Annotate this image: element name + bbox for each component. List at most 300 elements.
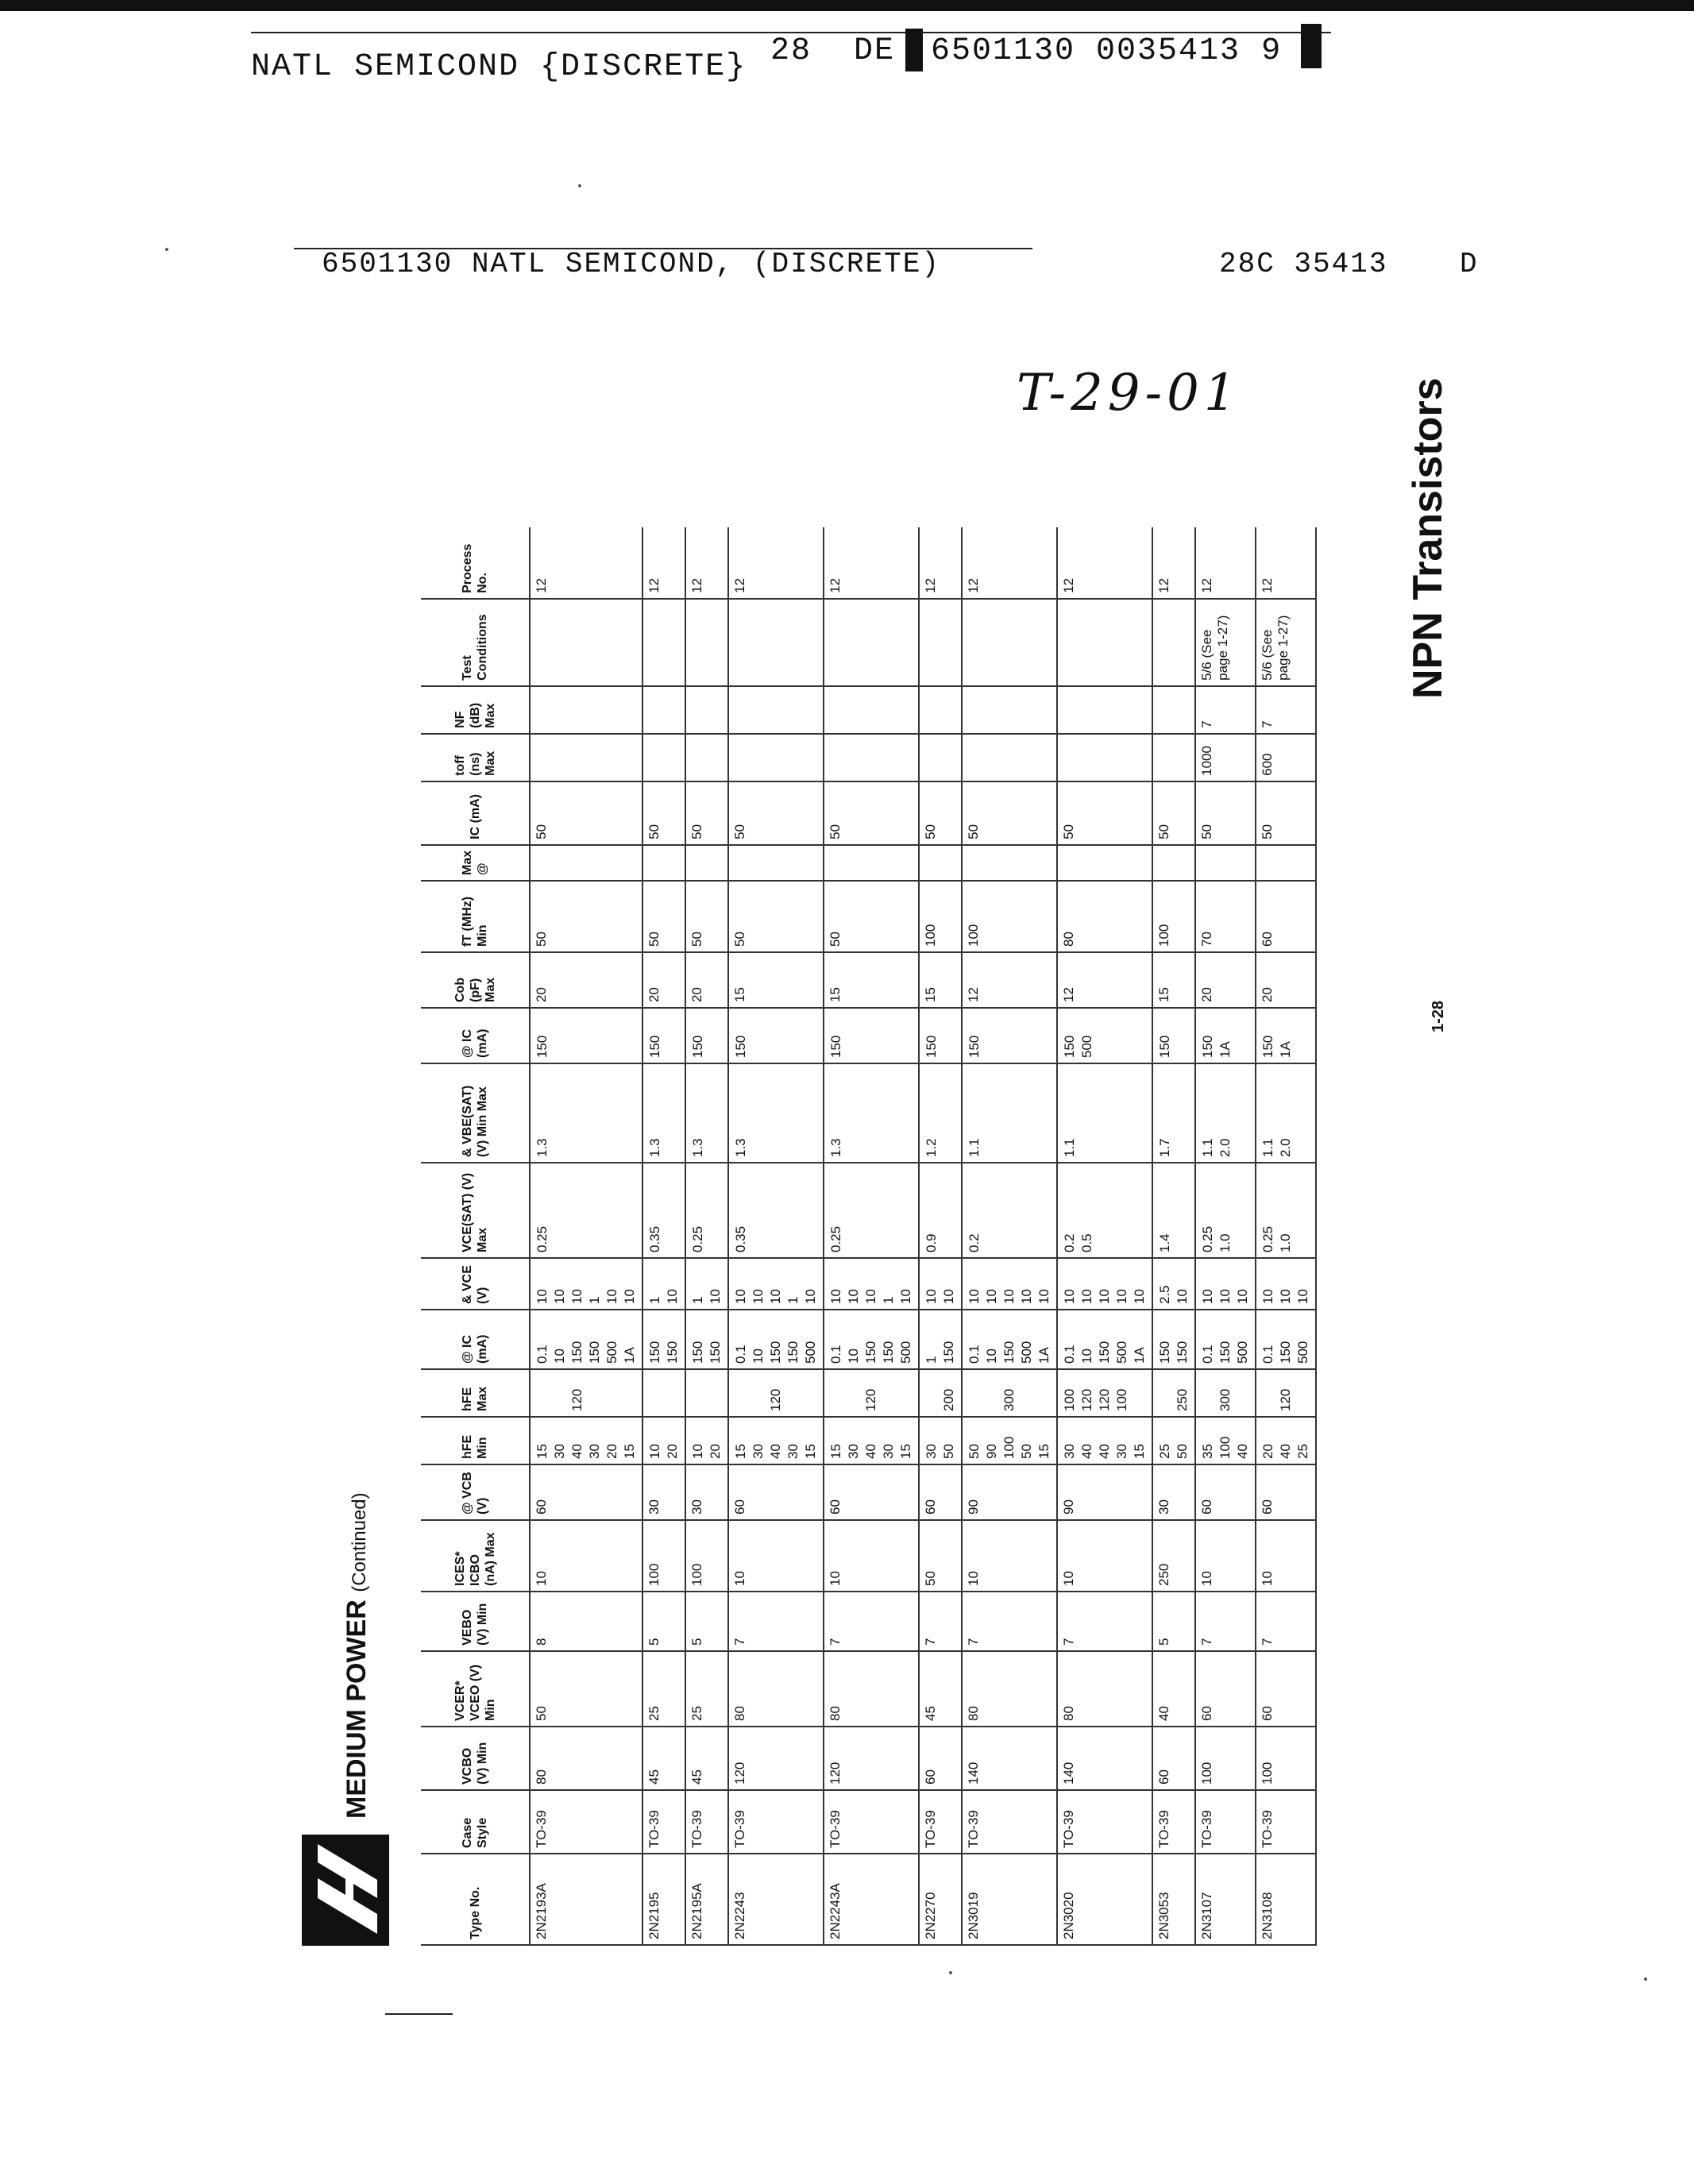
cell-test	[642, 599, 685, 686]
cell-line: 10	[1132, 1289, 1147, 1304]
cell-line: 30	[846, 1444, 861, 1459]
datasheet-rotated	[294, 270, 1485, 1970]
cell-line: 10	[751, 1349, 766, 1364]
cell-line: 10	[803, 1289, 818, 1304]
cell-line: 90	[984, 1444, 999, 1459]
cell-vceo: 45	[919, 1651, 962, 1727]
cell-icbo: 10	[530, 1520, 642, 1592]
cell-line: 10	[751, 1289, 766, 1304]
cell-line: 10	[846, 1289, 861, 1304]
cell-nf: 7	[1195, 686, 1256, 734]
cell-line	[646, 1375, 664, 1411]
cell-line	[534, 1375, 551, 1411]
cell-vbesat	[1057, 1063, 1152, 1163]
cell-icbo: 250	[1152, 1520, 1195, 1592]
cell-line: 150	[924, 1035, 939, 1058]
cell-ic-sat	[962, 1008, 1057, 1063]
cell-toff: 1000	[1195, 734, 1256, 781]
scan-stray-line	[385, 2013, 453, 2015]
cell-vbesat	[530, 1063, 642, 1163]
cell-line: 500	[803, 1341, 818, 1364]
column-header: Cob (pF) Max	[421, 952, 530, 1008]
cell-hfe-max	[530, 1369, 642, 1417]
cell-toff	[919, 734, 962, 781]
cell-line: 1A	[1132, 1347, 1147, 1364]
cell-test	[1152, 599, 1195, 686]
cell-line: 10	[768, 1289, 783, 1304]
cell-line: 10	[665, 1289, 680, 1304]
cell-line: 10	[1079, 1349, 1094, 1364]
cell--_blank	[530, 845, 642, 881]
cell-type: 2N3020	[1057, 1854, 1152, 1945]
cell-line	[750, 1375, 767, 1411]
cell-line: 120	[768, 1388, 783, 1411]
cell-vbesat	[962, 1063, 1057, 1163]
table-row	[1057, 527, 1152, 1945]
cell-line: 40	[863, 1444, 878, 1459]
cell-line	[1199, 1375, 1217, 1411]
cell-line: 1A	[1278, 1041, 1293, 1058]
cell-hfe-max	[642, 1369, 685, 1417]
cell--_blank	[824, 845, 919, 881]
cell-line: 0.1	[967, 1345, 982, 1364]
national-semiconductor-logo-icon	[302, 1835, 389, 1946]
cell-vcesat	[1152, 1163, 1195, 1258]
cell-ic	[1195, 1310, 1256, 1369]
cell-process: 12	[1256, 527, 1316, 599]
cell-vcesat	[728, 1163, 824, 1258]
cell-line: 150	[1157, 1035, 1172, 1058]
cell-line: 10	[1217, 1289, 1233, 1304]
cell-line: 0.25	[1260, 1225, 1275, 1252]
cell-line	[707, 1375, 724, 1411]
cell-line: 40	[1278, 1444, 1293, 1459]
cell-ic-sat	[530, 1008, 642, 1063]
cell-hfe-max	[1152, 1369, 1195, 1417]
cell--_blank	[685, 845, 728, 881]
cell-line: 30	[785, 1444, 801, 1459]
cell-line: 150	[1278, 1341, 1293, 1364]
cell-line: 150	[1175, 1341, 1190, 1364]
cell-line: 0.1	[1260, 1345, 1275, 1364]
page-title: NPN Transistors	[1405, 377, 1451, 699]
cell-hfe-min	[919, 1417, 962, 1464]
cell-line: 40	[1079, 1444, 1094, 1459]
cell-line	[621, 1375, 639, 1411]
column-header: NF (dB) Max	[421, 686, 530, 734]
cell-case: TO-39	[919, 1790, 962, 1854]
stamp-block-mark-right	[1301, 24, 1322, 68]
scan-speck	[165, 248, 168, 251]
column-header: @ IC (mA)	[421, 1310, 530, 1369]
cell-hfe-min	[530, 1417, 642, 1464]
cell-ft-min: 70	[1195, 881, 1256, 952]
cell-process: 12	[728, 527, 824, 599]
cell-vceo: 80	[824, 1651, 919, 1727]
cell-vbesat	[1152, 1063, 1195, 1163]
cell-line: 150	[768, 1341, 783, 1364]
cell-ic	[642, 1310, 685, 1369]
cell-vebo: 7	[728, 1592, 824, 1651]
cell-cob: 15	[824, 952, 919, 1008]
cell-line: 1.3	[828, 1138, 843, 1157]
cell-line	[845, 1375, 862, 1411]
cell-hfe-min	[1152, 1417, 1195, 1464]
cell-line: 10	[1079, 1289, 1094, 1304]
cell-line	[732, 1375, 750, 1411]
cell-line: 1	[924, 1356, 939, 1364]
cell-line: 500	[1114, 1341, 1129, 1364]
stamp-block-mark	[905, 29, 923, 71]
column-header: @ IC (mA)	[421, 1008, 530, 1063]
cell-vcbo: 140	[962, 1727, 1057, 1790]
cell-ic	[919, 1310, 962, 1369]
cell-vcesat	[1057, 1163, 1152, 1258]
cell-line: 1.3	[733, 1138, 748, 1157]
cell-line: 10	[1062, 1289, 1077, 1304]
cell-icbo: 10	[1057, 1520, 1152, 1592]
page-number: 1-28	[1430, 1000, 1447, 1032]
cell-line	[1295, 1375, 1312, 1411]
cell-test	[1057, 599, 1152, 686]
cell-toff	[685, 734, 728, 781]
cell-line: 300	[1217, 1388, 1233, 1411]
cell-line	[1036, 1375, 1053, 1411]
cell-line: 10	[1295, 1289, 1310, 1304]
header-stamp-code1: 28	[770, 33, 812, 69]
cell--_blank	[1195, 845, 1256, 881]
subheader-left: 6501130 NATL SEMICOND, (DISCRETE)	[322, 248, 940, 280]
cell-line: 1	[690, 1296, 705, 1304]
cell-vcbo: 140	[1057, 1727, 1152, 1790]
cell-line: 150	[863, 1341, 878, 1364]
cell-line: 100	[1062, 1388, 1077, 1411]
cell-line: 40	[768, 1444, 783, 1459]
cell-vcbo: 120	[824, 1727, 919, 1790]
cell-line: 0.5	[1079, 1233, 1094, 1252]
cell-vce	[530, 1258, 642, 1310]
cell-line: 150	[1200, 1035, 1215, 1058]
cell-case: TO-39	[1152, 1790, 1195, 1854]
cell-line: 30	[1062, 1444, 1077, 1459]
cell-line: 150	[967, 1035, 982, 1058]
cell-vcesat	[1195, 1163, 1256, 1258]
cell-line: 10	[604, 1289, 619, 1304]
cell-cob: 20	[685, 952, 728, 1008]
cell-line: 1	[647, 1296, 662, 1304]
cell-line: 15	[622, 1444, 637, 1459]
column-header: VCE(SAT) (V) Max	[421, 1163, 530, 1258]
subheader-right-code: 28C 35413	[1219, 248, 1388, 280]
cell-line: 50	[1019, 1444, 1034, 1459]
cell-line: 10	[1114, 1289, 1129, 1304]
cell-ft-min: 50	[530, 881, 642, 952]
cell-line: 1.2	[924, 1138, 939, 1157]
cell-line: 10	[1019, 1289, 1034, 1304]
cell-vceo: 25	[685, 1651, 728, 1727]
cell-nf	[1057, 686, 1152, 734]
cell-line: 150	[733, 1035, 748, 1058]
cell-vcbo: 80	[530, 1727, 642, 1790]
header-stamp-code2: DE	[854, 33, 896, 69]
cell-line: 10	[1260, 1289, 1275, 1304]
cell-line: 1	[785, 1296, 801, 1304]
cell-line: 150	[941, 1341, 956, 1364]
cell-line: 20	[665, 1444, 680, 1459]
cell-cob: 15	[919, 952, 962, 1008]
cell-vceo: 80	[1057, 1651, 1152, 1727]
cell-vce	[642, 1258, 685, 1310]
cell-nf	[530, 686, 642, 734]
cell-line: 1	[587, 1296, 602, 1304]
cell-line: 10	[552, 1289, 567, 1304]
cell-line: 0.1	[1200, 1345, 1215, 1364]
cell-ft-min: 100	[962, 881, 1057, 952]
cell-line: 150	[647, 1341, 662, 1364]
cell-vce	[1152, 1258, 1195, 1310]
cell-hfe-min	[728, 1417, 824, 1464]
cell-case: TO-39	[824, 1790, 919, 1854]
cell-vcb: 60	[1195, 1464, 1256, 1520]
cell-test	[824, 599, 919, 686]
cell-line: 15	[828, 1444, 843, 1459]
cell-nf	[728, 686, 824, 734]
cell-vbesat	[642, 1063, 685, 1163]
cell-nf	[962, 686, 1057, 734]
cell-line	[983, 1375, 1001, 1411]
transistor-specs-table	[421, 527, 1317, 1946]
cell-icbo: 10	[962, 1520, 1057, 1592]
cell-vcb: 60	[824, 1464, 919, 1520]
cell-line: 15	[733, 1444, 748, 1459]
cell-cob: 12	[1057, 952, 1152, 1008]
scan-speck	[578, 184, 581, 187]
cell-line: 150	[665, 1341, 680, 1364]
column-header: IC (mA)	[421, 781, 530, 845]
cell-cob: 15	[728, 952, 824, 1008]
cell-toff	[642, 734, 685, 781]
cell-line: 500	[1295, 1341, 1310, 1364]
cell-ic	[530, 1310, 642, 1369]
cell-vcesat	[530, 1163, 642, 1258]
cell-hfe-min	[1256, 1417, 1316, 1464]
cell-line: 500	[1019, 1341, 1034, 1364]
column-header: & VCE (V)	[421, 1258, 530, 1310]
cell-line: 150	[1001, 1341, 1017, 1364]
cell-type: 2N2195A	[685, 1854, 728, 1945]
cell-line: 15	[803, 1444, 818, 1459]
cell-line: 250	[1175, 1388, 1190, 1411]
cell-ic-sat	[642, 1008, 685, 1063]
cell-hfe-min	[962, 1417, 1057, 1464]
cell-nf	[642, 686, 685, 734]
cell-process: 12	[1057, 527, 1152, 599]
cell-line: 150	[690, 1341, 705, 1364]
cell-vebo: 5	[642, 1592, 685, 1651]
column-header: Type No.	[421, 1854, 530, 1945]
cell--_blank	[728, 845, 824, 881]
cell-test	[919, 599, 962, 686]
cell-vcesat	[962, 1163, 1057, 1258]
cell-line: 10	[828, 1289, 843, 1304]
cell-vce	[824, 1258, 919, 1310]
column-header: & VBE(SAT) (V) Min Max	[421, 1063, 530, 1163]
cell-line: 40	[1097, 1444, 1112, 1459]
cell-line: 10	[924, 1289, 939, 1304]
cell-line: 2.0	[1278, 1138, 1293, 1157]
scan-top-edge	[0, 0, 1694, 11]
cell--_blank	[642, 845, 685, 881]
cell-hfe-min	[1057, 1417, 1152, 1464]
table-row	[824, 527, 919, 1945]
cell-process: 12	[530, 527, 642, 599]
cell-line: 0.25	[690, 1225, 705, 1252]
cell-line: 150	[1062, 1035, 1077, 1058]
cell-nf	[824, 686, 919, 734]
column-header: hFE Max	[421, 1369, 530, 1417]
cell-ic	[685, 1310, 728, 1369]
cell-line: 0.35	[733, 1225, 748, 1252]
cell-cob: 12	[962, 952, 1057, 1008]
cell-line: 1.3	[690, 1138, 705, 1157]
cell-vebo: 7	[1057, 1592, 1152, 1651]
cell-line: 10	[534, 1289, 550, 1304]
cell-line: 15	[1036, 1444, 1052, 1459]
cell-process: 12	[1195, 527, 1256, 599]
cell-ft-min: 50	[728, 881, 824, 952]
cell-toff	[962, 734, 1057, 781]
cell-ic-ft: 50	[1195, 781, 1256, 845]
cell-ic-sat	[685, 1008, 728, 1063]
cell-icbo: 10	[1256, 1520, 1316, 1592]
cell-line: 30	[881, 1444, 896, 1459]
cell-vcb: 90	[962, 1464, 1057, 1520]
cell-line: 0.2	[967, 1233, 982, 1252]
cell--_blank	[1057, 845, 1152, 881]
cell-test	[685, 599, 728, 686]
cell-line: 10	[967, 1289, 982, 1304]
cell-vebo: 7	[962, 1592, 1057, 1651]
cell-icbo: 10	[1195, 1520, 1256, 1592]
cell-vcb: 90	[1057, 1464, 1152, 1520]
cell-vceo: 50	[530, 1651, 642, 1727]
cell-process: 12	[824, 527, 919, 599]
table-row	[685, 527, 728, 1945]
cell-vebo: 8	[530, 1592, 642, 1651]
table-header-row	[421, 527, 530, 1945]
column-header: ICES* ICBO (nA) Max	[421, 1520, 530, 1592]
table-row	[962, 527, 1057, 1945]
cell-process: 12	[685, 527, 728, 599]
cell-icbo: 100	[642, 1520, 685, 1592]
cell-line: 100	[1001, 1436, 1017, 1459]
cell-ic-sat	[919, 1008, 962, 1063]
cell-vcbo: 45	[642, 1727, 685, 1790]
cell-line: 10	[898, 1289, 913, 1304]
cell-process: 12	[919, 527, 962, 599]
cell-line: 20	[604, 1444, 619, 1459]
cell-line: 1.1	[1260, 1138, 1275, 1157]
cell-type: 2N3107	[1195, 1854, 1256, 1945]
cell-line: 20	[708, 1444, 723, 1459]
cell-vcb: 30	[1152, 1464, 1195, 1520]
cell-vbesat	[919, 1063, 962, 1163]
cell-ft-min: 50	[642, 881, 685, 952]
cell-case: TO-39	[1195, 1790, 1256, 1854]
cell-nf	[685, 686, 728, 734]
cell-toff	[824, 734, 919, 781]
cell-vceo: 40	[1152, 1651, 1195, 1727]
cell-line: 150	[1260, 1035, 1275, 1058]
cell-line: 150	[881, 1341, 896, 1364]
cell-test: 5/6 (See page 1-27)	[1256, 599, 1316, 686]
cell-type: 2N2193A	[530, 1854, 642, 1945]
cell-ic-ft: 50	[824, 781, 919, 845]
cell-vcbo: 120	[728, 1727, 824, 1790]
cell-line: 10	[1001, 1289, 1017, 1304]
cell-type: 2N3108	[1256, 1854, 1316, 1945]
cell-hfe-max	[962, 1369, 1057, 1417]
cell-line: 0.1	[733, 1345, 748, 1364]
cell-line: 10	[569, 1289, 585, 1304]
cell-type: 2N2243A	[824, 1854, 919, 1945]
cell-line: 2.0	[1217, 1138, 1233, 1157]
cell-vebo: 5	[685, 1592, 728, 1651]
cell-hfe-max	[919, 1369, 962, 1417]
cell-vcbo: 60	[1152, 1727, 1195, 1790]
cell-line: 300	[1001, 1388, 1017, 1411]
cell-ft-min: 50	[824, 881, 919, 952]
cell-icbo: 50	[919, 1520, 962, 1592]
cell-ic-sat	[1256, 1008, 1316, 1063]
cell-line: 150	[1157, 1341, 1172, 1364]
table-row	[919, 527, 962, 1945]
cell-case: TO-39	[1256, 1790, 1316, 1854]
cell--_blank	[1256, 845, 1316, 881]
cell-line: 150	[1097, 1341, 1112, 1364]
cell-hfe-max	[824, 1369, 919, 1417]
cell-ic-ft: 50	[1057, 781, 1152, 845]
cell-line: 30	[1114, 1444, 1129, 1459]
cell-line: 15	[1132, 1444, 1147, 1459]
cell-toff	[728, 734, 824, 781]
header-stamp-code3: 6501130 0035413 9	[931, 33, 1283, 69]
cell-line: 10	[941, 1289, 956, 1304]
cell-ft-min: 60	[1256, 881, 1316, 952]
cell-ic-ft: 50	[530, 781, 642, 845]
column-header: hFE Min	[421, 1417, 530, 1464]
cell-ic	[824, 1310, 919, 1369]
cell-line: 0.1	[828, 1345, 843, 1364]
cell--_blank	[919, 845, 962, 881]
cell-line	[551, 1375, 569, 1411]
cell-line	[1018, 1375, 1036, 1411]
cell-vcb: 30	[685, 1464, 728, 1520]
cell-line: 30	[751, 1444, 766, 1459]
scan-speck	[1644, 1978, 1647, 1981]
cell-line	[923, 1375, 940, 1411]
cell-vceo: 25	[642, 1651, 685, 1727]
cell-ic	[962, 1310, 1057, 1369]
cell-line: 1.3	[534, 1138, 550, 1157]
cell-ft-min: 80	[1057, 881, 1152, 952]
cell-process: 12	[1152, 527, 1195, 599]
cell-vcb: 30	[642, 1464, 685, 1520]
cell-nf	[919, 686, 962, 734]
table-row	[1195, 527, 1256, 1945]
table-row	[530, 527, 642, 1945]
cell-line: 150	[587, 1341, 602, 1364]
